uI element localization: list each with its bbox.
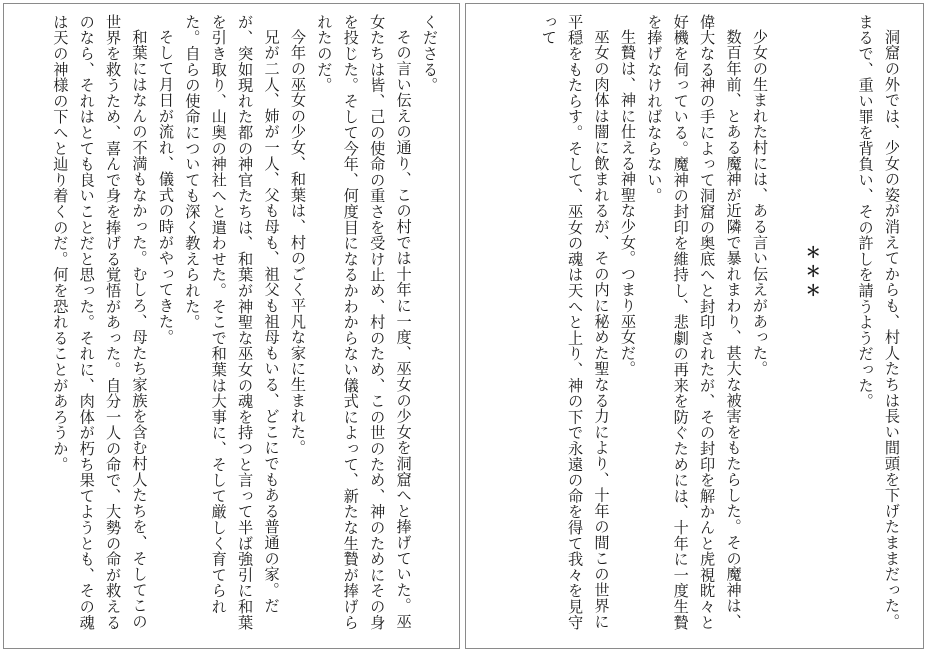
right-page xyxy=(465,3,924,649)
paragraph: 今年の巫女の少女、和葉は、村のごく平凡な家に生まれた。 xyxy=(288,29,307,456)
paragraph: 和葉にはなんの不満もなかった。むしろ、母たち家族を含む村人たちを、そしてこの世界を救うため、喜んで身を捧げる覚悟があった。自分一人の命で、大勢の命が救えるのなら、それはとても良いことだと思った。それに、肉体が朽ち果てようとも、その魂は天の神様の下へと辿り着くのだ。何を恐れることがあろうか。 xyxy=(51,14,149,631)
paragraph: 少女の生まれた村には、ある言い伝えがあった。 xyxy=(750,29,769,377)
left-page-text xyxy=(16,14,443,638)
paragraph: くださる。 xyxy=(421,14,439,93)
right-page-text xyxy=(478,14,905,638)
paragraph: 兄が二人、姉が一人、父も母も、祖父も祖母もいる、どこにでもある普通の家。だが、突如現れた都の神官たちは、和葉が神聖な巫女の魂を持つと言って半ば強引に和葉を引き取り、山奥の神社へと遣わせた。そこで和葉は大事に、そして厳しく育てられた。自らの使命についても深く教えられた。 xyxy=(183,14,281,631)
blank-line xyxy=(773,14,799,638)
paragraph: 生贄は、神に仕える神聖な少女。つまり巫女だ。 xyxy=(618,29,637,377)
left-page xyxy=(3,3,460,649)
paragraph: 洞窟の外では、少女の姿が消えてからも、村人たちは長い間頭を下げたままだった。まるで、重い罪を背負い、その許しを請うようだった。 xyxy=(856,14,901,630)
paragraph: 数百年前、とある魔神が近隣で暴れまわり、甚大な被害をもたらした。その魔神は、偉大なる神の手によって洞窟の奥底へと封印されたが、その封印を解かんと虎視眈々と好機を伺っている。魔神の封印を維持し、悲劇の再来を防ぐためには、十年に一度生贄を捧げなければならない。 xyxy=(645,14,743,631)
section-break: ＊＊＊ xyxy=(803,244,822,302)
paragraph: その言い伝えの通り、この村では十年に一度、巫女の少女を洞窟へと捧げていた。巫女たちは皆、己の使命の重さを受け止め、村のため、この世のため、神のためにその身を投じた。そして今年、何度目になるかわからない儀式によって、新たな生贄が捧げられたのだ。 xyxy=(315,14,413,631)
blank-line xyxy=(826,14,852,638)
paragraph: そして月日が流れ、儀式の時がやってきた。 xyxy=(156,29,175,346)
paragraph: 巫女の肉体は闇に飲まれるが、その内に秘めた聖なる力により、十年の間この世界に平穏をもたらす。そして、巫女の魂は天へと上り、神の下で永遠の命を得て我々を見守って xyxy=(539,14,611,631)
